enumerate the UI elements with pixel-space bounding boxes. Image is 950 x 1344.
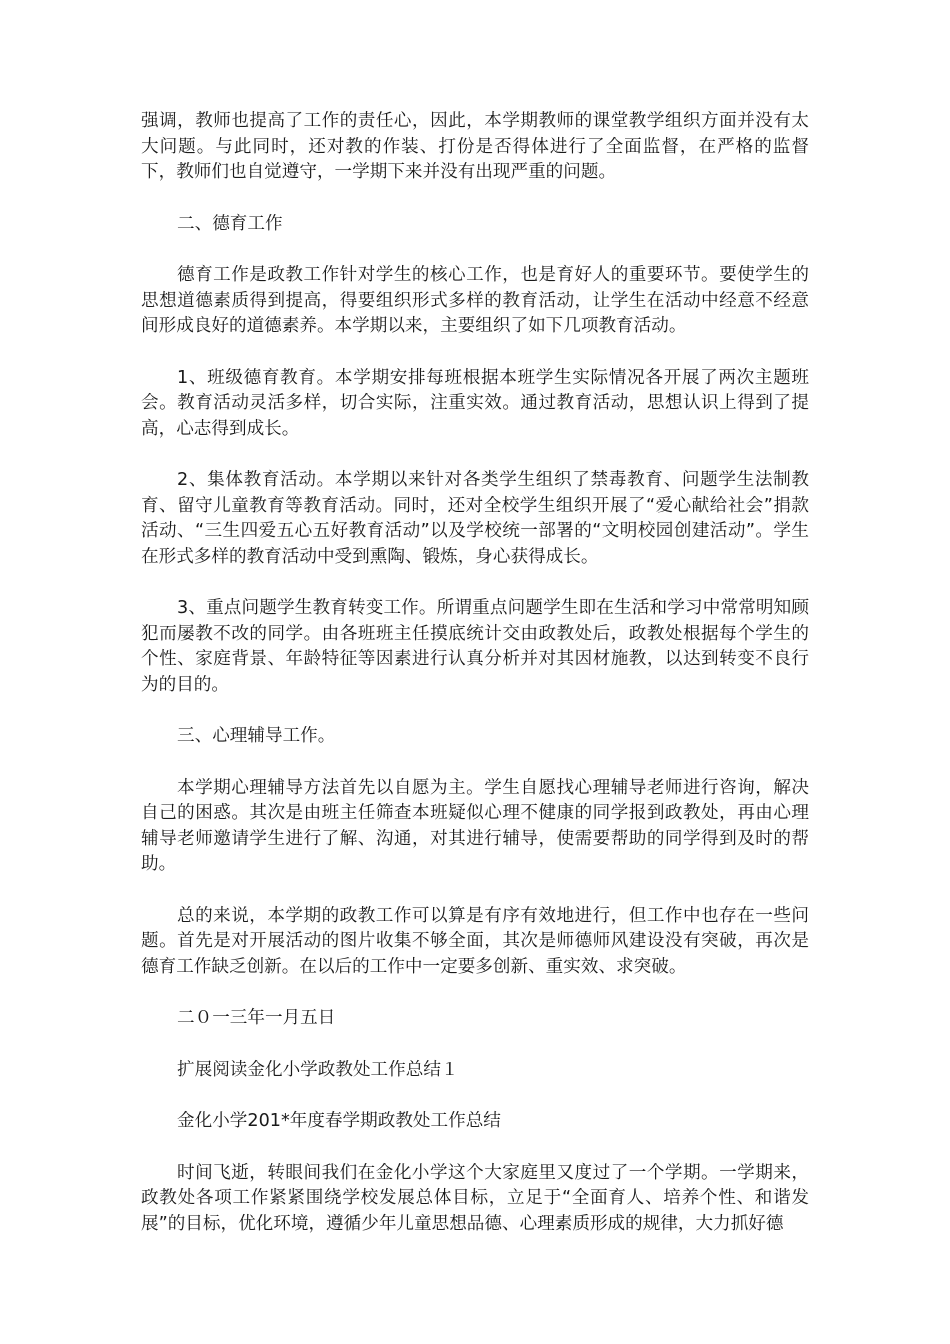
paragraph-moral-education: 德育工作是政教工作针对学生的核心工作，也是育好人的重要环节。要使学生的思想道德素质得到提高，得要组织形式多样的教育活动，让学生在活动中经意不经意间形成良好的道德素养。本学期以来，主要组织了如下几项教育活动。 xyxy=(141,265,809,336)
paragraph-intro-continuation: 强调，教师也提高了工作的责任心，因此，本学期教师的课堂教学组织方面并没有太大问题。与此同时，还对教的作装、打份是否得体进行了全面监督，在严格的监督下，教师们也自觉遵守，一学期下来并没有出现严重的问题。 xyxy=(141,111,809,182)
section-heading-counseling: 三、心理辅导工作。 xyxy=(177,726,336,746)
paragraph-problem-students: 3、重点问题学生教育转变工作。所谓重点问题学生即在生活和学习中常常明知顾犯而屡教不改的同学。由各班班主任摸底统计交由政教处后，政教处根据每个学生的个性、家庭背景、年龄特征等因素进行认真分析并对其因材施教，以达到转变不良行为的目的。 xyxy=(141,598,809,695)
section-heading-moral-education: 二、德育工作 xyxy=(177,213,283,234)
document-page xyxy=(141,109,809,1237)
document-date: 二０一三年一月五日 xyxy=(177,1008,336,1028)
paragraph-class-moral-education: 1、班级德育教育。本学期安排每班根据本班学生实际情况各开展了两次主题班会。教育活动灵活多样，切合实际，注重实效。通过教育活动，思想认识上得到了提高，心志得到成长。 xyxy=(141,367,809,439)
paragraph-report-intro: 时间飞逝，转眼间我们在金化小学这个大家庭里又度过了一个学期。一学期来，政教处各项工作紧紧围绕学校发展总体目标，立足于“全面育人、培养个性、和谐发展”的目标，优化环境，遵循少年儿童思想品德、心理素质形成的规律，大力抓好德 xyxy=(141,1162,809,1234)
paragraph-collective-activities: 2、集体教育活动。本学期以来针对各类学生组织了禁毒教育、问题学生法制教育、留守儿童教育等教育活动。同时，还对全校学生组织开展了“爱心献给社会”捐款活动、“三生四爱五心五好教育活动”以及学校统一部署的“文明校园创建活动”。学生在形式多样的教育活动中受到熏陶、锻炼，身心获得成长。 xyxy=(141,470,809,567)
extended-reading-title: 扩展阅读金化小学政教处工作总结１ xyxy=(177,1059,459,1080)
paragraph-counseling: 本学期心理辅导方法首先以自愿为主。学生自愿找心理辅导老师进行咨询，解决自己的困惑。其次是由班主任筛查本班疑似心理不健康的同学报到政教处，再由心理辅导老师邀请学生进行了解、沟通，对其进行辅导，使需要帮助的同学得到及时的帮助。 xyxy=(141,777,809,874)
report-title: 金化小学201*年度春学期政教处工作总结 xyxy=(177,1111,501,1131)
paragraph-summary: 总的来说，本学期的政教工作可以算是有序有效地进行，但工作中也存在一些问题。首先是对开展活动的图片收集不够全面，其次是师德师风建设没有突破，再次是德育工作缺乏创新。在以后的工作中一定要多创新、重实效、求突破。 xyxy=(141,905,809,977)
